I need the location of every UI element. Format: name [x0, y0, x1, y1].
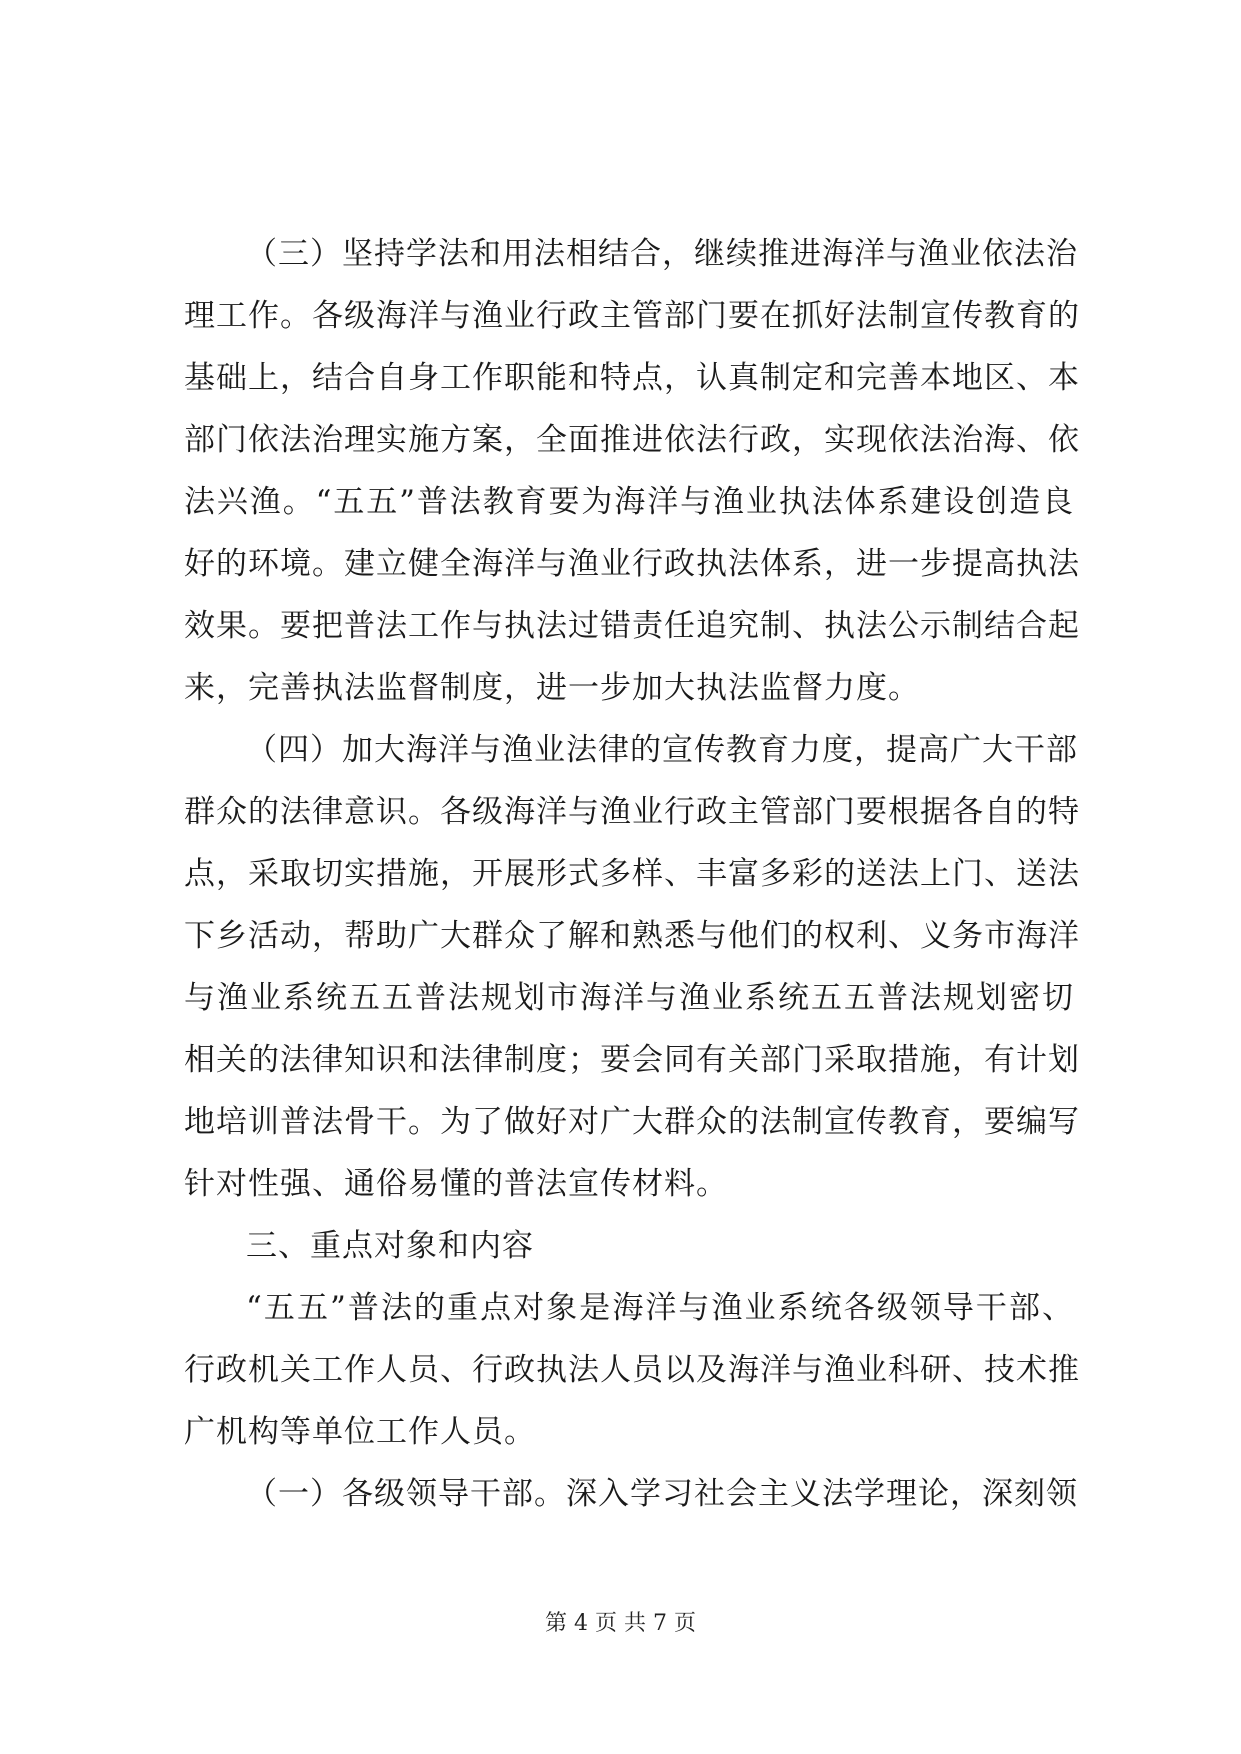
subsection-1-line-1: （一）各级领导干部。深入学习社会主义法学理论，深刻领	[246, 1476, 1078, 1512]
key-objects-paragraph-line-2: 行政机关工作人员、行政执法人员以及海洋与渔业科研、技术推	[184, 1352, 1080, 1388]
paragraph-4-line-1: （四）加大海洋与渔业法律的宣传教育力度，提高广大干部	[246, 732, 1078, 768]
paragraph-4-line-2: 群众的法律意识。各级海洋与渔业行政主管部门要根据各自的特	[184, 794, 1080, 830]
paragraph-3-line-8: 来，完善执法监督制度，进一步加大执法监督力度。	[184, 670, 920, 706]
paragraph-3-line-7: 效果。要把普法工作与执法过错责任追究制、执法公示制结合起	[184, 608, 1080, 644]
paragraph-4-line-8: 针对性强、通俗易懂的普法宣传材料。	[184, 1166, 728, 1202]
key-objects-paragraph-line-1: “五五”普法的重点对象是海洋与渔业系统各级领导干部、	[246, 1290, 1074, 1326]
key-objects-paragraph-line-3: 广机构等单位工作人员。	[184, 1414, 536, 1450]
paragraph-4-line-5: 与渔业系统五五普法规划市海洋与渔业系统五五普法规划密切	[184, 980, 1074, 1016]
paragraph-4-line-3: 点，采取切实措施，开展形式多样、丰富多彩的送法上门、送法	[184, 856, 1080, 892]
paragraph-3-line-4: 部门依法治理实施方案，全面推进依法行政，实现依法治海、依	[184, 422, 1080, 458]
paragraph-3-line-6: 好的环境。建立健全海洋与渔业行政执法体系，进一步提高执法	[184, 546, 1080, 582]
section-heading-3: 三、重点对象和内容	[246, 1228, 534, 1264]
paragraph-3-line-3: 基础上，结合自身工作职能和特点，认真制定和完善本地区、本	[184, 360, 1080, 396]
paragraph-4-line-7: 地培训普法骨干。为了做好对广大群众的法制宣传教育，要编写	[184, 1104, 1080, 1140]
page-number-footer: 第 4 页 共 7 页	[545, 1611, 696, 1636]
paragraph-4-line-6: 相关的法律知识和法律制度；要会同有关部门采取措施，有计划	[184, 1042, 1080, 1078]
paragraph-3-line-2: 理工作。各级海洋与渔业行政主管部门要在抓好法制宣传教育的	[184, 298, 1080, 334]
paragraph-4-line-4: 下乡活动，帮助广大群众了解和熟悉与他们的权利、义务市海洋	[184, 918, 1080, 954]
paragraph-3-line-5: 法兴渔。“五五”普法教育要为海洋与渔业执法体系建设创造良	[184, 484, 1074, 520]
paragraph-3-line-1: （三）坚持学法和用法相结合，继续推进海洋与渔业依法治	[246, 236, 1078, 272]
